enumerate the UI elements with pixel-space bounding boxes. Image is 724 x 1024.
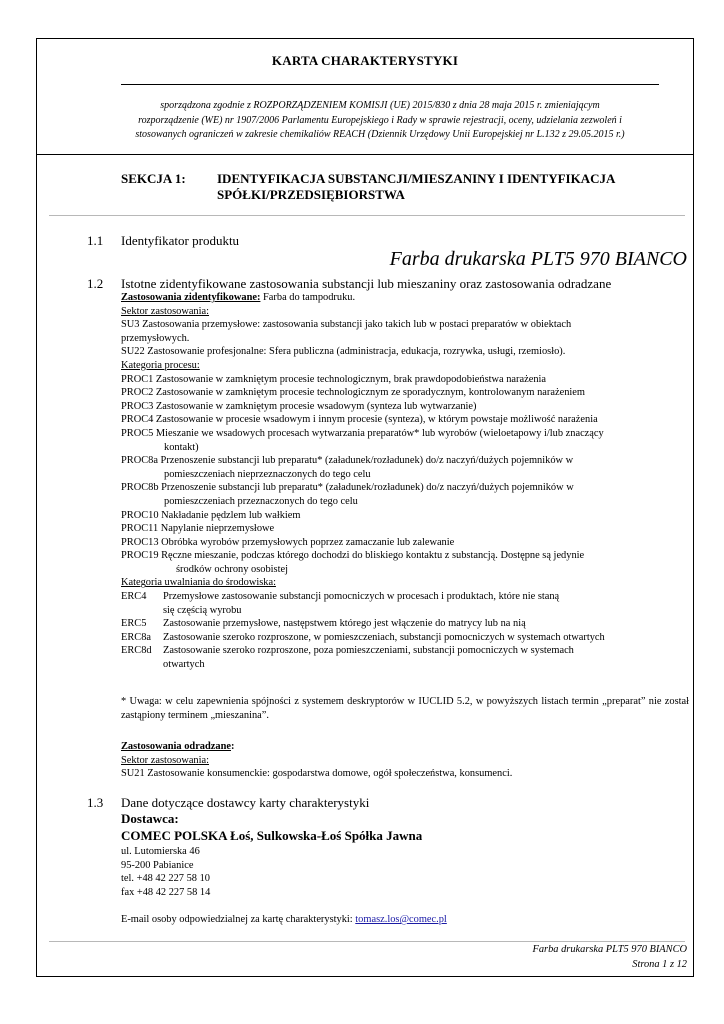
erc-code: ERC8d xyxy=(121,645,152,657)
subsection-number: 1.2 xyxy=(87,276,104,291)
proc-item-cont: kontakt) xyxy=(164,441,199,453)
header-divider xyxy=(37,154,693,155)
erc-text: Przemysłowe zastosowanie substancji pomocniczych w procesach i produktach, które nie staną xyxy=(163,591,560,603)
erc-item-cont xyxy=(121,604,691,618)
proc-item: PROC3 Zastosowanie w zamkniętym procesie wsadowym (synteza lub wytwarzanie) xyxy=(121,400,477,412)
proc-item-cont: pomieszczeniach nieprzeznaczonych do tego celu xyxy=(164,468,371,480)
proc-item: PROC10 Nakładanie pędzlem lub wałkiem xyxy=(121,509,301,521)
uses-list xyxy=(121,291,691,672)
subsection-title: Identyfikator produktu xyxy=(121,233,240,248)
supplier-phone: tel. +48 42 227 58 10 xyxy=(121,873,210,885)
supplier-street: ul. Lutomierska 46 xyxy=(121,846,200,857)
footer-product: Farba drukarska PLT5 970 BIANCO xyxy=(532,944,687,955)
erc-item xyxy=(121,617,691,631)
advised-against-colon: : xyxy=(230,741,235,752)
identified-uses xyxy=(121,291,691,305)
identified-uses-value: Farba do tampodruku. xyxy=(260,292,356,303)
proc-item: PROC1 Zastosowanie w zamkniętym procesie technologicznym, brak prawdopodobieństwa narażenia xyxy=(121,373,547,385)
subsection-number: 1.1 xyxy=(87,233,104,248)
proc-item: PROC2 Zastosowanie w zamkniętym procesie technologicznym ze sporadycznym, kontrolowanym narażeniem xyxy=(121,387,585,399)
environment-category-label: Kategoria uwalniania do środowiska: xyxy=(121,577,276,589)
email-link[interactable]: tomasz.los@comec.pl xyxy=(355,914,447,925)
product-name: Farba drukarska PLT5 970 BIANCO xyxy=(389,248,687,270)
erc-code: ERC4 xyxy=(121,591,147,603)
regulation-subtitle xyxy=(77,99,683,143)
subtitle-line: rozporządzenie (WE) nr 1907/2006 Parlamentu Europejskiego i Rady w sprawie rejestracji, oceny, udzielania zezwoleń i xyxy=(138,114,622,126)
sector-label: Sektor zastosowania: xyxy=(121,305,210,317)
supplier-city: 95-200 Pabianice xyxy=(121,859,194,871)
subtitle-line: stosowanych ograniczeń w zakresie chemikaliów REACH (Dziennik Urzędowy Unii Europejskiej nr L.132 z 29.05.2015 r.) xyxy=(135,129,625,141)
supplier-address xyxy=(121,845,691,899)
erc-text: Zastosowanie przemysłowe, następstwem którego jest włączenie do matrycy lub na nią xyxy=(163,618,526,630)
title-rule xyxy=(121,84,659,85)
proc-item: PROC19 Ręczne mieszanie, podczas którego dochodzi do bliskiego kontaktu z substancją. Dostępne są jedynie xyxy=(121,550,585,562)
erc-item xyxy=(121,644,691,658)
proc-item: PROC8b Przenoszenie substancji lub preparatu* (załadunek/rozładunek) do/z naczyń/dużych pojemników w xyxy=(121,482,574,494)
sector-label: Sektor zastosowania: xyxy=(121,754,210,766)
preparat-note: * Uwaga: w celu zapewnienia spójności z systemem deskryptorów w IUCLID 5.2, w powyższych listach termin „preparat” nie został zastąpiony terminem „mieszanina”. xyxy=(121,696,689,721)
erc-text: Zastosowanie szeroko rozproszone, w pomieszczeniach, substancji pomocniczych w systemach otwartych xyxy=(163,631,605,643)
identified-uses-label: Zastosowania zidentyfikowane: xyxy=(121,292,261,303)
email-line xyxy=(121,913,691,927)
supplier-label: Dostawca: xyxy=(121,811,179,826)
erc-code: ERC5 xyxy=(121,618,147,630)
erc-code: ERC8a xyxy=(121,631,152,643)
proc-item: PROC11 Napylanie nieprzemysłowe xyxy=(121,523,275,535)
erc-item xyxy=(121,590,691,604)
footer-divider xyxy=(49,941,685,942)
supplier-fax: fax +48 42 227 58 14 xyxy=(121,886,211,898)
page-frame xyxy=(36,38,694,977)
su3-line: SU3 Zastosowania przemysłowe: zastosowania substancji jako takich lub w postaci preparatów w obiektach xyxy=(121,319,572,331)
supplier-company: COMEC POLSKA Łoś, Sulkowska-Łoś Spółka Jawna xyxy=(121,828,423,843)
proc-item: PROC5 Mieszanie we wsadowych procesach wytwarzania preparatów* lub wyrobów (wieloetapowy i/lub znaczący xyxy=(121,427,604,439)
process-category-label: Kategoria procesu: xyxy=(121,359,200,371)
proc-item-cont: pomieszczeniach przeznaczonych do tego celu xyxy=(164,495,358,507)
section-divider xyxy=(49,215,685,216)
subsection-title: Istotne zidentyfikowane zastosowania substancji lub mieszaniny oraz zastosowania odradzane xyxy=(121,276,612,291)
subtitle-line: sporządzona zgodnie z ROZPORZĄDZENIEM KOMISJI (UE) 2015/830 z dnia 28 maja 2015 r. zmieniającym xyxy=(160,100,600,111)
email-row xyxy=(121,913,691,927)
document-title: KARTA CHARAKTERYSTYKI xyxy=(271,53,459,68)
proc-item: PROC13 Obróbka wyrobów przemysłowych poprzez zamaczanie lub zalewanie xyxy=(121,536,455,548)
erc-text: się częścią wyrobu xyxy=(163,604,242,616)
subsection-title: Dane dotyczące dostawcy karty charakterystyki xyxy=(121,795,370,810)
su22-line: SU22 Zastosowanie profesjonalne: Sfera publiczna (administracja, edukacja, rozrywka, usługi, rzemiosło). xyxy=(121,346,566,358)
erc-text: otwartych xyxy=(163,659,205,671)
section-title-line: SPÓŁKI/PRZEDSIĘBIORSTWA xyxy=(217,187,405,202)
proc-item-cont: środków ochrony osobistej xyxy=(176,563,288,575)
section-title xyxy=(217,171,687,203)
proc-item: PROC8a Przenoszenie substancji lub preparatu* (załadunek/rozładunek) do/z naczyń/dużych pojemników w xyxy=(121,455,574,467)
advised-against xyxy=(121,740,691,781)
su3-line: przemysłowych. xyxy=(121,332,190,344)
erc-item xyxy=(121,631,691,645)
subsection-number: 1.3 xyxy=(87,795,104,810)
email-label: E-mail osoby odpowiedzialnej za kartę charakterystyki: xyxy=(121,914,356,925)
advised-against-heading xyxy=(121,740,691,754)
erc-text: Zastosowanie szeroko rozproszone, poza pomieszczeniami, substancji pomocniczych w systemach xyxy=(163,645,574,657)
erc-item-cont xyxy=(121,658,691,672)
section-number: SEKCJA 1: xyxy=(121,171,186,186)
footer-page-number: Strona 1 z 12 xyxy=(632,959,687,970)
su21-line: SU21 Zastosowanie konsumenckie: gospodarstwa domowe, ogół społeczeństwa, konsumenci. xyxy=(121,768,513,780)
proc-item: PROC4 Zastosowanie w procesie wsadowym i innym procesie (synteza), w którym powstaje możliwość narażenia xyxy=(121,414,598,426)
advised-against-label: Zastosowania odradzane xyxy=(121,741,231,752)
section-title-line: IDENTYFIKACJA SUBSTANCJI/MIESZANINY I IDENTYFIKACJA xyxy=(217,171,616,186)
